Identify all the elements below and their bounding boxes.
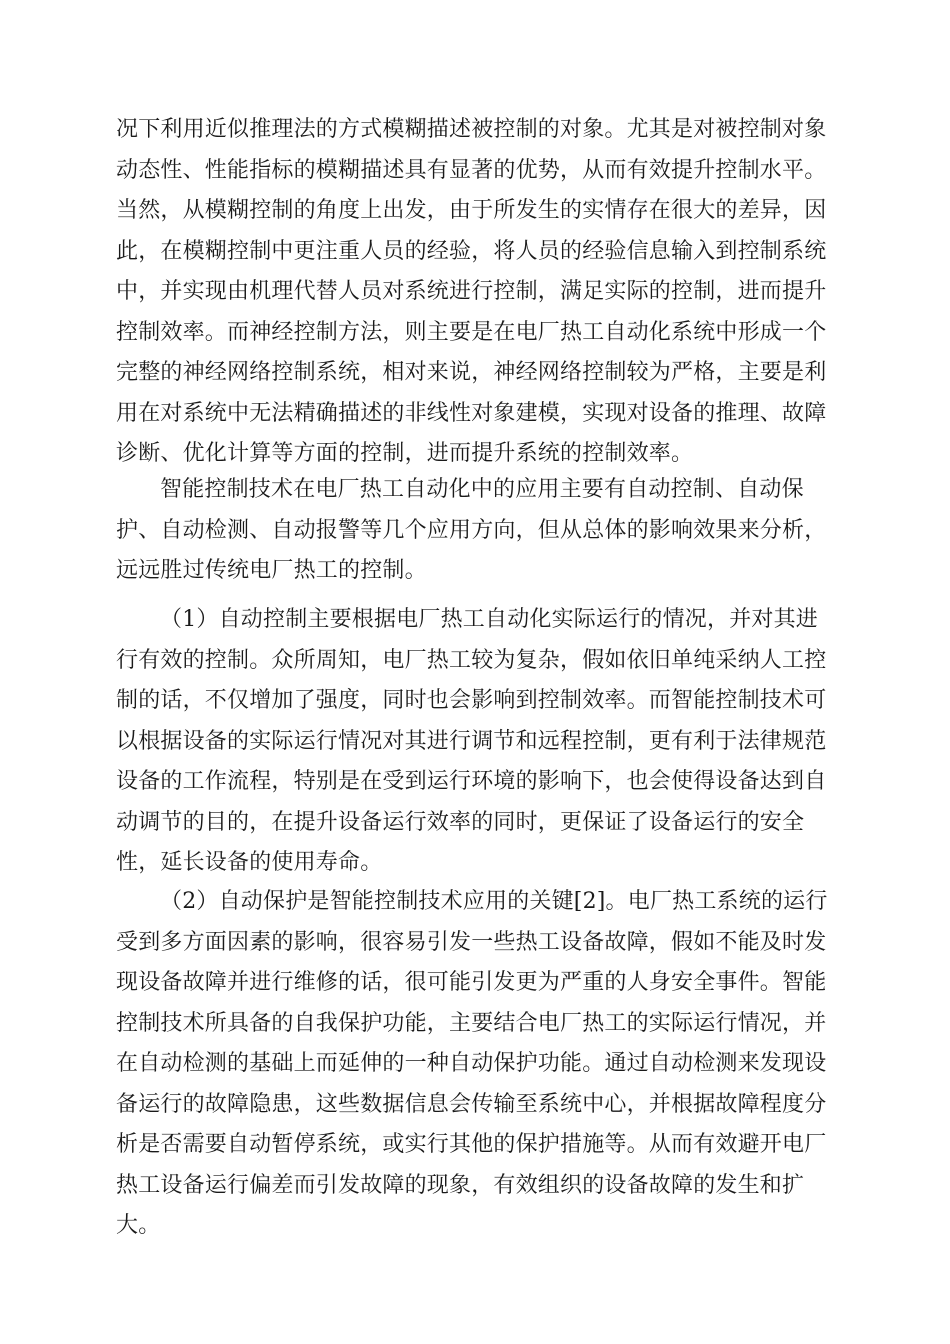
text-line: 控制技术所具备的自我保护功能，主要结合电厂热工的实际运行情况，并 (116, 1010, 827, 1036)
text-line: 智能控制技术在电厂热工自动化中的应用主要有自动控制、自动保 (160, 477, 804, 502)
text-line: 大。 (116, 1213, 161, 1238)
text-line: 行有效的控制。众所周知，电厂热工较为复杂，假如依旧单纯采纳人工控 (116, 647, 827, 673)
text-line: 备运行的故障隐患，这些数据信息会传输至系统中心，并根据故障程度分 (116, 1091, 827, 1117)
paragraph-application-overview (116, 470, 836, 592)
text-line: 现设备故障并进行维修的话，很可能引发更为严重的人身安全事件。智能 (116, 970, 827, 995)
text-line: 诊断、优化计算等方面的控制，进而提升系统的控制效率。 (116, 441, 694, 466)
text-line: 性，延长设备的使用寿命。 (116, 850, 383, 875)
text-line: 中，并实现由机理代替人员对系统进行控制，满足实际的控制，进而提升 (116, 279, 827, 304)
text-line: 护、自动检测、自动报警等几个应用方向，但从总体的影响效果来分析， (116, 517, 827, 543)
text-line: 远远胜过传统电厂热工的控制。 (116, 558, 427, 583)
text-line: 此，在模糊控制中更注重人员的经验，将人员的经验信息输入到控制系统 (116, 238, 827, 264)
text-line: 在自动检测的基础上而延伸的一种自动保护功能。通过自动检测来发现设 (116, 1051, 827, 1076)
paragraph-fuzzy-neural-control (116, 110, 836, 475)
text-line: 动调节的目的，在提升设备运行效率的同时，更保证了设备运行的安全 (116, 809, 805, 835)
text-line: （1）自动控制主要根据电厂热工自动化实际运行的情况，并对其进 (160, 607, 818, 632)
text-line: 热工设备运行偏差而引发故障的现象，有效组织的设备故障的发生和扩 (116, 1172, 805, 1198)
text-line: 况下利用近似推理法的方式模糊描述被控制的对象。尤其是对被控制对象 (116, 117, 827, 142)
text-line: 用在对系统中无法精确描述的非线性对象建模，实现对设备的推理、故障 (116, 400, 827, 426)
text-line: 制的话，不仅增加了强度，同时也会影响到控制效率。而智能控制技术可 (116, 688, 827, 713)
text-line: 以根据设备的实际运行情况对其进行调节和远程控制，更有利于法律规范 (116, 728, 827, 754)
text-line: 设备的工作流程，特别是在受到运行环境的影响下，也会使得设备达到自 (116, 769, 827, 794)
text-line: 当然，从模糊控制的角度上出发，由于所发生的实情存在很大的差异，因 (116, 198, 827, 223)
paragraph-automatic-control (116, 600, 836, 884)
text-line: （2）自动保护是智能控制技术应用的关键[2]。电厂热工系统的运行 (160, 889, 828, 914)
text-line: 动态性、性能指标的模糊描述具有显著的优势，从而有效提升控制水平。 (116, 157, 827, 183)
text-line: 受到多方面因素的影响，很容易引发一些热工设备故障，假如不能及时发 (116, 929, 827, 955)
text-line: 析是否需要自动暂停系统，或实行其他的保护措施等。从而有效避开电厂 (116, 1132, 827, 1157)
text-line: 完整的神经网络控制系统，相对来说，神经网络控制较为严格，主要是利 (116, 360, 827, 385)
paragraph-automatic-protection (116, 882, 836, 1247)
text-line: 控制效率。而神经控制方法，则主要是在电厂热工自动化系统中形成一个 (116, 319, 827, 345)
